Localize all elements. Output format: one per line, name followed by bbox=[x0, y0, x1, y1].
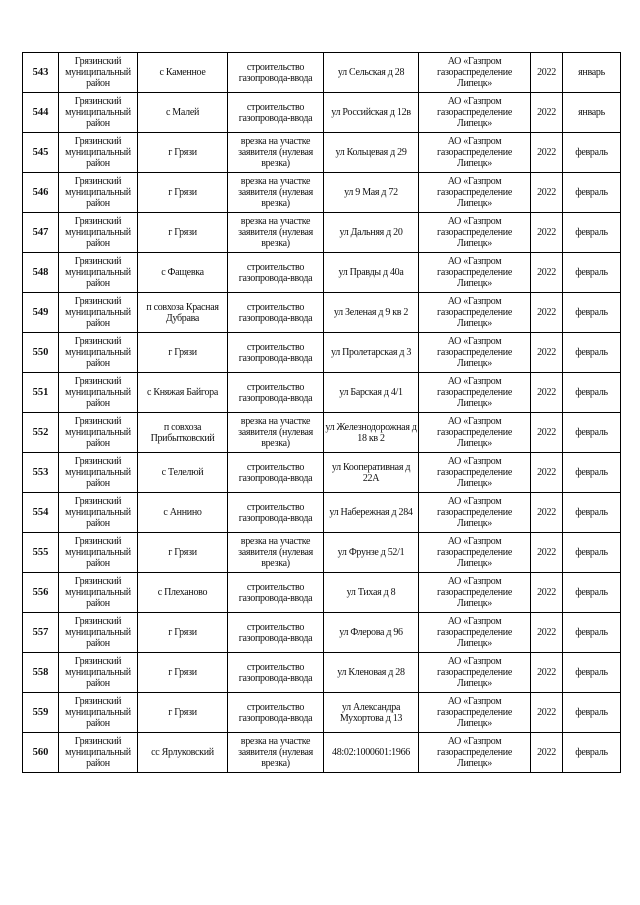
work-type-cell: строительство газопровода-ввода bbox=[228, 253, 324, 293]
year-cell: 2022 bbox=[531, 213, 563, 253]
company-cell: АО «Газпром газораспределение Липецк» bbox=[419, 453, 531, 493]
work-type-cell: строительство газопровода-ввода bbox=[228, 453, 324, 493]
month-cell: февраль bbox=[563, 653, 621, 693]
table-row bbox=[23, 453, 621, 493]
district-cell: Грязинский муниципальный район bbox=[59, 333, 138, 373]
work-type-cell: строительство газопровода-ввода bbox=[228, 493, 324, 533]
work-type-cell: строительство газопровода-ввода bbox=[228, 373, 324, 413]
table-row bbox=[23, 733, 621, 773]
work-type-cell: строительство газопровода-ввода bbox=[228, 613, 324, 653]
gas-connection-table bbox=[22, 52, 621, 773]
company-cell: АО «Газпром газораспределение Липецк» bbox=[419, 653, 531, 693]
locality-cell: г Грязи bbox=[138, 533, 228, 573]
district-cell: Грязинский муниципальный район bbox=[59, 93, 138, 133]
district-cell: Грязинский муниципальный район bbox=[59, 733, 138, 773]
company-cell: АО «Газпром газораспределение Липецк» bbox=[419, 733, 531, 773]
work-type-cell: врезка на участке заявителя (нулевая врезка) bbox=[228, 173, 324, 213]
table-row bbox=[23, 253, 621, 293]
locality-cell: г Грязи bbox=[138, 613, 228, 653]
year-cell: 2022 bbox=[531, 173, 563, 213]
table-row bbox=[23, 213, 621, 253]
month-cell: февраль bbox=[563, 693, 621, 733]
locality-cell: п совхоза Прибытковский bbox=[138, 413, 228, 453]
district-cell: Грязинский муниципальный район bbox=[59, 613, 138, 653]
company-cell: АО «Газпром газораспределение Липецк» bbox=[419, 293, 531, 333]
table-row bbox=[23, 533, 621, 573]
row-number-cell: 558 bbox=[23, 653, 59, 693]
table-row bbox=[23, 693, 621, 733]
company-cell: АО «Газпром газораспределение Липецк» bbox=[419, 133, 531, 173]
locality-cell: п совхоза Красная Дубрава bbox=[138, 293, 228, 333]
company-cell: АО «Газпром газораспределение Липецк» bbox=[419, 533, 531, 573]
table-row bbox=[23, 293, 621, 333]
address-cell: ул Кооперативная д 22А bbox=[324, 453, 419, 493]
company-cell: АО «Газпром газораспределение Липецк» bbox=[419, 213, 531, 253]
address-cell: ул Пролетарская д 3 bbox=[324, 333, 419, 373]
address-cell: ул Железнодорожная д 18 кв 2 bbox=[324, 413, 419, 453]
locality-cell: с Малей bbox=[138, 93, 228, 133]
company-cell: АО «Газпром газораспределение Липецк» bbox=[419, 373, 531, 413]
table-row bbox=[23, 613, 621, 653]
work-type-cell: врезка на участке заявителя (нулевая врезка) bbox=[228, 733, 324, 773]
month-cell: февраль bbox=[563, 573, 621, 613]
district-cell: Грязинский муниципальный район bbox=[59, 373, 138, 413]
district-cell: Грязинский муниципальный район bbox=[59, 653, 138, 693]
table-row bbox=[23, 93, 621, 133]
row-number-cell: 553 bbox=[23, 453, 59, 493]
address-cell: ул Барская д 4/1 bbox=[324, 373, 419, 413]
year-cell: 2022 bbox=[531, 693, 563, 733]
year-cell: 2022 bbox=[531, 533, 563, 573]
row-number-cell: 559 bbox=[23, 693, 59, 733]
company-cell: АО «Газпром газораспределение Липецк» bbox=[419, 693, 531, 733]
year-cell: 2022 bbox=[531, 253, 563, 293]
locality-cell: с Фащевка bbox=[138, 253, 228, 293]
table-row bbox=[23, 653, 621, 693]
year-cell: 2022 bbox=[531, 453, 563, 493]
district-cell: Грязинский муниципальный район bbox=[59, 133, 138, 173]
company-cell: АО «Газпром газораспределение Липецк» bbox=[419, 333, 531, 373]
district-cell: Грязинский муниципальный район bbox=[59, 213, 138, 253]
address-cell: ул Кленовая д 28 bbox=[324, 653, 419, 693]
work-type-cell: врезка на участке заявителя (нулевая врезка) bbox=[228, 213, 324, 253]
company-cell: АО «Газпром газораспределение Липецк» bbox=[419, 573, 531, 613]
locality-cell: г Грязи bbox=[138, 333, 228, 373]
year-cell: 2022 bbox=[531, 493, 563, 533]
row-number-cell: 551 bbox=[23, 373, 59, 413]
address-cell: ул Александра Мухортова д 13 bbox=[324, 693, 419, 733]
year-cell: 2022 bbox=[531, 653, 563, 693]
month-cell: февраль bbox=[563, 493, 621, 533]
month-cell: январь bbox=[563, 93, 621, 133]
locality-cell: сс Ярлуковский bbox=[138, 733, 228, 773]
year-cell: 2022 bbox=[531, 53, 563, 93]
work-type-cell: врезка на участке заявителя (нулевая врезка) bbox=[228, 133, 324, 173]
table-row bbox=[23, 53, 621, 93]
month-cell: февраль bbox=[563, 213, 621, 253]
address-cell: ул Тихая д 8 bbox=[324, 573, 419, 613]
company-cell: АО «Газпром газораспределение Липецк» bbox=[419, 253, 531, 293]
address-cell: ул Кольцевая д 29 bbox=[324, 133, 419, 173]
address-cell: 48:02:1000601:1966 bbox=[324, 733, 419, 773]
locality-cell: с Плеханово bbox=[138, 573, 228, 613]
row-number-cell: 547 bbox=[23, 213, 59, 253]
month-cell: февраль bbox=[563, 373, 621, 413]
work-type-cell: врезка на участке заявителя (нулевая врезка) bbox=[228, 533, 324, 573]
address-cell: ул Сельская д 28 bbox=[324, 53, 419, 93]
locality-cell: г Грязи bbox=[138, 213, 228, 253]
month-cell: февраль bbox=[563, 253, 621, 293]
address-cell: ул Дальняя д 20 bbox=[324, 213, 419, 253]
district-cell: Грязинский муниципальный район bbox=[59, 493, 138, 533]
row-number-cell: 557 bbox=[23, 613, 59, 653]
work-type-cell: строительство газопровода-ввода bbox=[228, 333, 324, 373]
district-cell: Грязинский муниципальный район bbox=[59, 253, 138, 293]
work-type-cell: строительство газопровода-ввода bbox=[228, 693, 324, 733]
company-cell: АО «Газпром газораспределение Липецк» bbox=[419, 493, 531, 533]
district-cell: Грязинский муниципальный район bbox=[59, 453, 138, 493]
month-cell: февраль bbox=[563, 453, 621, 493]
row-number-cell: 546 bbox=[23, 173, 59, 213]
locality-cell: г Грязи bbox=[138, 133, 228, 173]
company-cell: АО «Газпром газораспределение Липецк» bbox=[419, 93, 531, 133]
row-number-cell: 555 bbox=[23, 533, 59, 573]
address-cell: ул Правды д 40а bbox=[324, 253, 419, 293]
table-row bbox=[23, 573, 621, 613]
work-type-cell: врезка на участке заявителя (нулевая врезка) bbox=[228, 413, 324, 453]
row-number-cell: 556 bbox=[23, 573, 59, 613]
table-row bbox=[23, 333, 621, 373]
company-cell: АО «Газпром газораспределение Липецк» bbox=[419, 53, 531, 93]
row-number-cell: 544 bbox=[23, 93, 59, 133]
month-cell: февраль bbox=[563, 133, 621, 173]
company-cell: АО «Газпром газораспределение Липецк» bbox=[419, 173, 531, 213]
year-cell: 2022 bbox=[531, 333, 563, 373]
year-cell: 2022 bbox=[531, 413, 563, 453]
district-cell: Грязинский муниципальный район bbox=[59, 413, 138, 453]
company-cell: АО «Газпром газораспределение Липецк» bbox=[419, 613, 531, 653]
locality-cell: с Телелюй bbox=[138, 453, 228, 493]
table-row bbox=[23, 413, 621, 453]
address-cell: ул Российская д 12в bbox=[324, 93, 419, 133]
year-cell: 2022 bbox=[531, 293, 563, 333]
district-cell: Грязинский муниципальный район bbox=[59, 173, 138, 213]
address-cell: ул Зеленая д 9 кв 2 bbox=[324, 293, 419, 333]
locality-cell: с Аннино bbox=[138, 493, 228, 533]
year-cell: 2022 bbox=[531, 573, 563, 613]
work-type-cell: строительство газопровода-ввода bbox=[228, 93, 324, 133]
work-type-cell: строительство газопровода-ввода bbox=[228, 53, 324, 93]
address-cell: ул Фрунзе д 52/1 bbox=[324, 533, 419, 573]
district-cell: Грязинский муниципальный район bbox=[59, 293, 138, 333]
address-cell: ул Флерова д 96 bbox=[324, 613, 419, 653]
month-cell: февраль bbox=[563, 733, 621, 773]
company-cell: АО «Газпром газораспределение Липецк» bbox=[419, 413, 531, 453]
row-number-cell: 543 bbox=[23, 53, 59, 93]
district-cell: Грязинский муниципальный район bbox=[59, 573, 138, 613]
address-cell: ул Набережная д 284 bbox=[324, 493, 419, 533]
table-row bbox=[23, 493, 621, 533]
row-number-cell: 552 bbox=[23, 413, 59, 453]
district-cell: Грязинский муниципальный район bbox=[59, 533, 138, 573]
locality-cell: г Грязи bbox=[138, 653, 228, 693]
table-row bbox=[23, 373, 621, 413]
district-cell: Грязинский муниципальный район bbox=[59, 693, 138, 733]
work-type-cell: строительство газопровода-ввода bbox=[228, 293, 324, 333]
row-number-cell: 548 bbox=[23, 253, 59, 293]
work-type-cell: строительство газопровода-ввода bbox=[228, 573, 324, 613]
year-cell: 2022 bbox=[531, 733, 563, 773]
address-cell: ул 9 Мая д 72 bbox=[324, 173, 419, 213]
row-number-cell: 549 bbox=[23, 293, 59, 333]
month-cell: февраль bbox=[563, 173, 621, 213]
locality-cell: с Каменное bbox=[138, 53, 228, 93]
district-cell: Грязинский муниципальный район bbox=[59, 53, 138, 93]
locality-cell: с Княжая Байгора bbox=[138, 373, 228, 413]
work-type-cell: строительство газопровода-ввода bbox=[228, 653, 324, 693]
row-number-cell: 554 bbox=[23, 493, 59, 533]
row-number-cell: 550 bbox=[23, 333, 59, 373]
month-cell: февраль bbox=[563, 413, 621, 453]
year-cell: 2022 bbox=[531, 373, 563, 413]
locality-cell: г Грязи bbox=[138, 173, 228, 213]
year-cell: 2022 bbox=[531, 613, 563, 653]
month-cell: февраль bbox=[563, 533, 621, 573]
table-row bbox=[23, 173, 621, 213]
row-number-cell: 545 bbox=[23, 133, 59, 173]
row-number-cell: 560 bbox=[23, 733, 59, 773]
locality-cell: г Грязи bbox=[138, 693, 228, 733]
table-row bbox=[23, 133, 621, 173]
year-cell: 2022 bbox=[531, 93, 563, 133]
table-body bbox=[23, 53, 621, 773]
month-cell: январь bbox=[563, 53, 621, 93]
month-cell: февраль bbox=[563, 293, 621, 333]
month-cell: февраль bbox=[563, 333, 621, 373]
month-cell: февраль bbox=[563, 613, 621, 653]
year-cell: 2022 bbox=[531, 133, 563, 173]
